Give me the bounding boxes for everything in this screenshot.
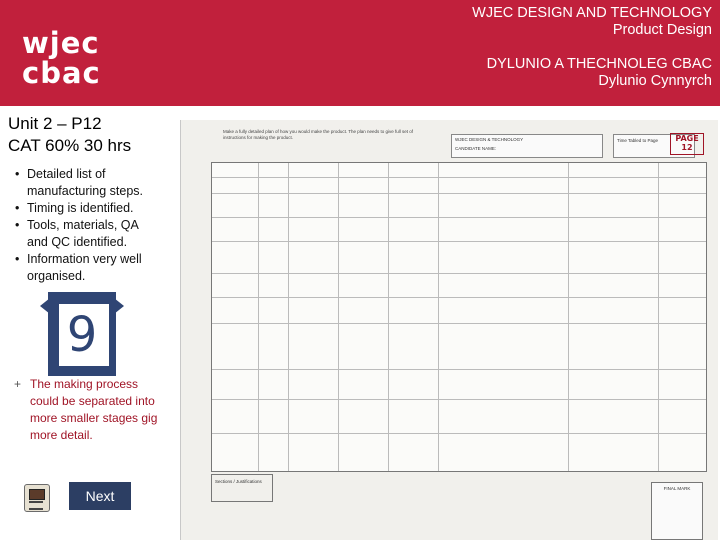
worksheet-candidate-label: CANDIDATE NAME: <box>455 146 497 151</box>
worksheet-page-label: PAGE <box>675 134 699 143</box>
worksheet-page-number: 12 <box>681 143 693 152</box>
table-row-divider <box>212 241 706 242</box>
assessment-bullet-list <box>12 166 162 285</box>
worksheet-planning-table <box>211 162 707 472</box>
table-column-divider <box>438 163 439 471</box>
scanned-worksheet-image <box>180 120 718 540</box>
worksheet-final-mark-box <box>651 482 703 540</box>
table-row-divider <box>212 273 706 274</box>
worksheet-timetable-label: Time Tabled to Page <box>617 138 659 143</box>
table-column-divider <box>568 163 569 471</box>
table-column-divider <box>658 163 659 471</box>
worksheet-candidate-box <box>451 134 603 158</box>
bullet-item: • Information very well organised. <box>12 251 162 285</box>
header-banner <box>0 0 720 106</box>
examiner-note <box>14 376 170 444</box>
worksheet-intro-text: Make a fully detailed plan of how you would make the product. The plan needs to give full set of instructions for making the product. <box>223 129 414 140</box>
table-row-divider <box>212 177 706 178</box>
worksheet-reference-label: Sections / Justifications <box>215 479 262 484</box>
table-column-divider <box>388 163 389 471</box>
table-row-divider <box>212 193 706 194</box>
table-row-divider <box>212 217 706 218</box>
worksheet-reference-box <box>211 474 273 502</box>
bullet-item: • Detailed list of manufacturing steps. <box>12 166 162 200</box>
table-column-divider <box>288 163 289 471</box>
header-welsh-title <box>487 56 712 90</box>
table-row-divider <box>212 297 706 298</box>
worksheet-exam-title: WJEC DESIGN & TECHNOLOGY <box>455 137 524 142</box>
slide-title-line-1: Unit 2 – P12 <box>8 114 102 133</box>
bullet-item: • Tools, materials, QA and QC identified. <box>12 217 162 251</box>
header-welsh-line-2: Dylunio Cynnyrch <box>598 73 712 89</box>
computer-icon[interactable] <box>24 484 50 512</box>
score-value: 9 <box>66 307 98 363</box>
worksheet-page-box <box>670 133 704 155</box>
header-english-title <box>472 5 712 39</box>
examiner-note-text: The making process could be separated into more smaller stages gig more detail. <box>30 377 158 442</box>
worksheet-final-mark-label: FINAL MARK <box>663 486 691 491</box>
slide-title <box>8 113 131 157</box>
logo-line-2: cbac <box>22 56 101 90</box>
header-welsh-line-1: DYLUNIO A THECHNOLEG CBAC <box>486 56 712 72</box>
bullet-item: • Timing is identified. <box>12 200 162 217</box>
table-row-divider <box>212 369 706 370</box>
logo-line-1: wjec <box>22 26 100 60</box>
next-button[interactable]: Next <box>69 482 131 510</box>
header-english-line-2: Product Design <box>612 22 712 38</box>
header-english-line-1: WJEC DESIGN AND TECHNOLOGY <box>472 5 712 21</box>
table-column-divider <box>338 163 339 471</box>
computer-keyboard-shape <box>29 501 43 510</box>
plus-icon: + <box>14 377 22 391</box>
score-badge <box>42 288 122 380</box>
table-column-divider <box>258 163 259 471</box>
slide-title-line-2: CAT 60% 30 hrs <box>8 136 132 155</box>
table-row-divider <box>212 433 706 434</box>
computer-screen-shape <box>29 489 45 500</box>
table-row-divider <box>212 323 706 324</box>
wjec-cbac-logo <box>22 28 101 88</box>
table-row-divider <box>212 399 706 400</box>
